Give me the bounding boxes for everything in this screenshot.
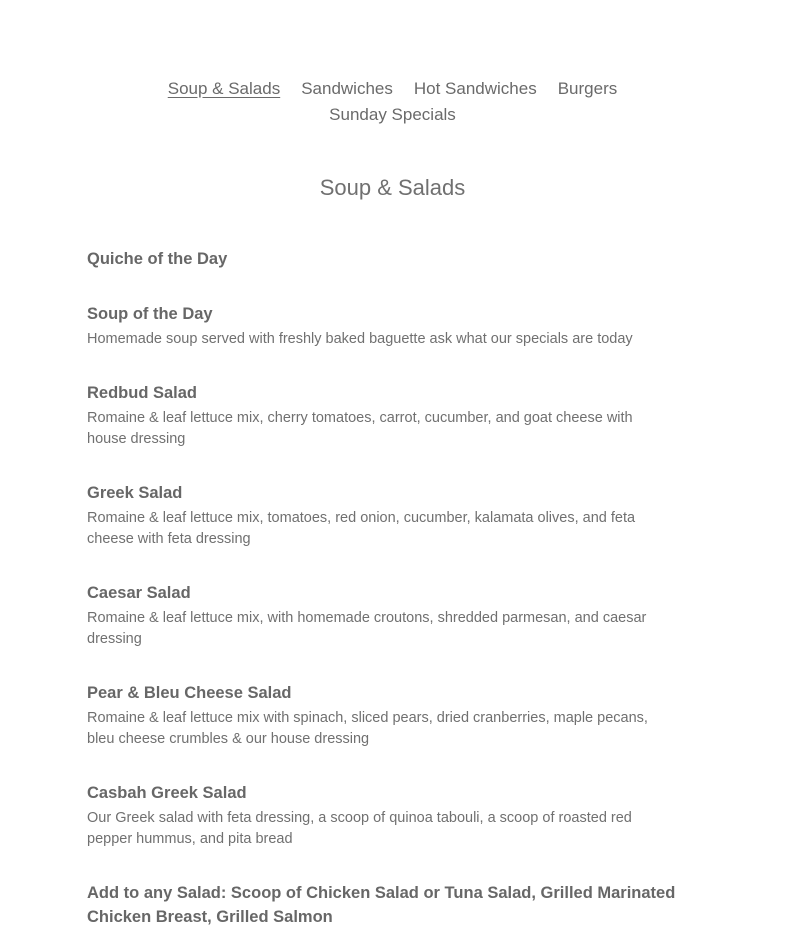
nav-link-burgers[interactable]: Burgers: [557, 79, 618, 98]
menu-item: [87, 247, 687, 271]
menu-item-name: Caesar Salad: [87, 584, 191, 602]
nav-link-sandwiches[interactable]: Sandwiches: [301, 79, 393, 98]
section-title: Soup & Salads: [319, 175, 466, 200]
menu-item-name: Casbah Greek Salad: [87, 784, 247, 802]
menu-item-name: Greek Salad: [87, 484, 183, 502]
menu-item-description: Romaine & leaf lettuce mix with spinach, sliced pears, dried cranberries, maple pecans, bleu cheese crumbles & our house dressing: [87, 710, 648, 747]
category-nav-row-1: [0, 76, 785, 102]
salad-addon-note: Add to any Salad: Scoop of Chicken Salad or Tuna Salad, Grilled Marinated Chicken Breast, Grilled Salmon: [87, 884, 676, 926]
category-nav-row-2: [0, 102, 785, 128]
menu-item-name: Soup of the Day: [87, 305, 213, 323]
menu-item-description: Romaine & leaf lettuce mix, cherry tomatoes, carrot, cucumber, and goat cheese with house dressing: [87, 410, 633, 447]
menu-item: [87, 381, 687, 450]
menu-item-name: Pear & Bleu Cheese Salad: [87, 684, 292, 702]
menu-item: [87, 302, 687, 350]
menu-item-name: Quiche of the Day: [87, 250, 228, 268]
nav-link-sunday-specials[interactable]: Sunday Specials: [329, 105, 456, 124]
nav-link-hot-sandwiches[interactable]: Hot Sandwiches: [413, 79, 537, 98]
menu-item-name: Redbud Salad: [87, 384, 198, 402]
menu-item: [87, 581, 687, 650]
menu-item-description: Romaine & leaf lettuce mix, with homemade croutons, shredded parmesan, and caesar dressing: [87, 610, 647, 647]
menu-item: [87, 781, 687, 850]
menu-item: [87, 681, 687, 750]
menu-item-description: Romaine & leaf lettuce mix, tomatoes, red onion, cucumber, kalamata olives, and feta cheese with feta dressing: [87, 510, 636, 547]
menu-item-description: Homemade soup served with freshly baked baguette ask what our specials are today: [87, 331, 633, 347]
menu-list: [87, 247, 687, 929]
menu-item-description: Our Greek salad with feta dressing, a scoop of quinoa tabouli, a scoop of roasted red pepper hummus, and pita bread: [87, 810, 632, 847]
menu-item: [87, 481, 687, 550]
category-nav: [0, 76, 785, 128]
nav-link-soup-salads[interactable]: Soup & Salads: [167, 79, 281, 98]
